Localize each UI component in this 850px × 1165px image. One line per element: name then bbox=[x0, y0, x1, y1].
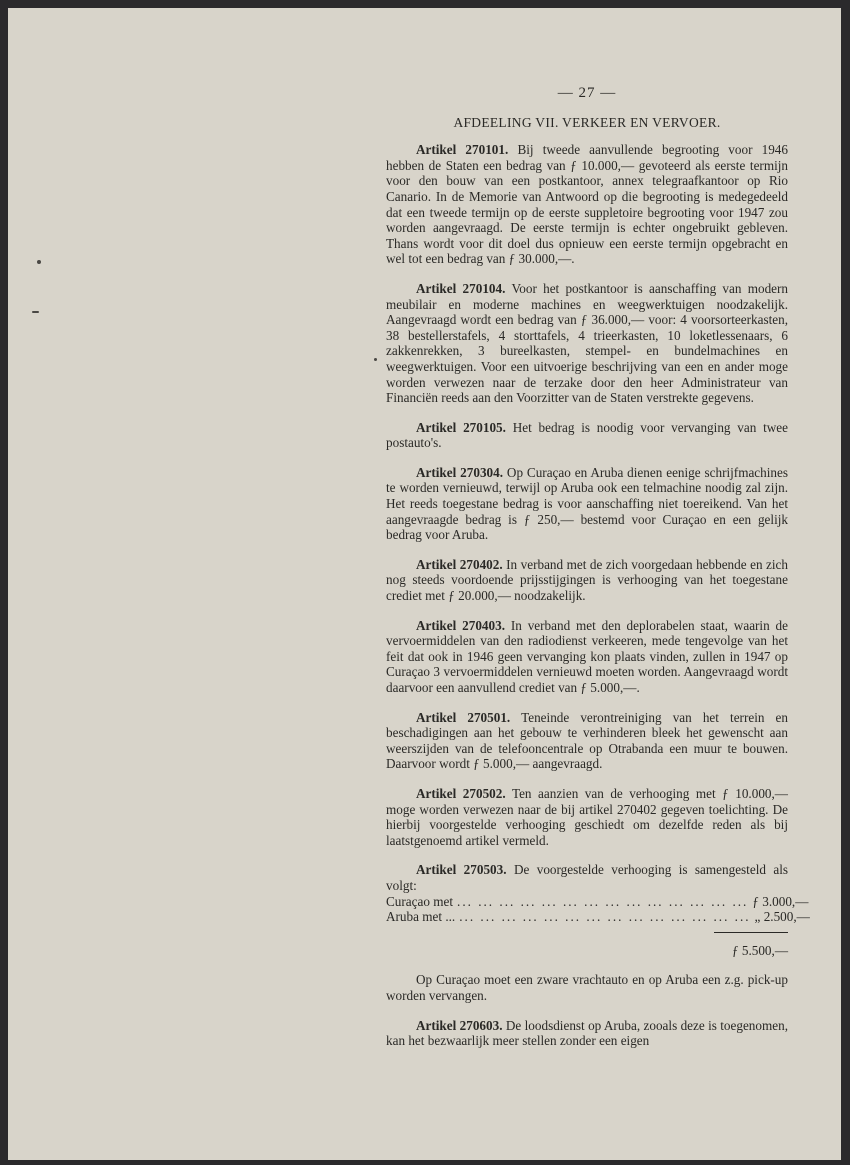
article-paragraph bbox=[386, 142, 788, 267]
closing-paragraph: Op Curaçao moet een zware vrachtauto en op Aruba een z.g. pick-up worden vervangen. bbox=[386, 972, 788, 1003]
speck bbox=[32, 311, 39, 313]
amount-label: Aruba met ... bbox=[386, 909, 456, 925]
document-body bbox=[386, 85, 810, 1063]
article-paragraph bbox=[386, 420, 788, 451]
article-paragraph bbox=[386, 557, 788, 604]
article-paragraph bbox=[386, 1018, 788, 1049]
article-paragraph bbox=[386, 862, 788, 893]
amount-row bbox=[386, 893, 809, 910]
article-paragraph bbox=[386, 281, 788, 406]
speck bbox=[374, 358, 377, 361]
article-label: Artikel 270402. bbox=[416, 556, 503, 572]
article-paragraph bbox=[386, 618, 788, 696]
article-text: De voorgestelde verhooging is samengesteld als volgt: bbox=[386, 862, 789, 893]
article-label: Artikel 270501. bbox=[416, 709, 511, 725]
article-text: Bij tweede aanvullende begrooting voor 1946 hebben de Staten een bedrag van ƒ 10.000,— gevoteerd als eerste termijn voor den bouw van een postkantoor, annex telegraafkantoor op Rio Canario. In de Memorie van Antwoord op die begrooting is medegedeeld dat een tweede termijn op de eerste suppletoire begrooting voor 1947 zou worden aangevraagd. De eerste termijn is echter ongebruikt gebleven. Thans wordt voor dit doel dus opnieuw een eerste termijn opgebracht en wel tot een bedrag van ƒ 30.000,—. bbox=[386, 142, 788, 267]
article-text: In verband met de zich voorgedaan hebbende en zich nog steeds voordoende prijsstijgingen is verhooging van het toegestane crediet met ƒ 20.000,— noodzakelijk. bbox=[386, 556, 789, 604]
leader-dots: ... ... ... ... ... ... ... ... ... ... ... ... ... ... bbox=[457, 893, 749, 909]
article-label: Artikel 270503. bbox=[416, 862, 507, 878]
article-paragraph bbox=[386, 786, 788, 848]
article-text: Het bedrag is noodig voor vervanging van twee postauto's. bbox=[386, 419, 789, 451]
amount-label: Curaçao met bbox=[386, 893, 454, 909]
article-label: Artikel 270105. bbox=[416, 419, 506, 435]
article-text: Ten aanzien van de verhooging met ƒ 10.000,— moge worden verwezen naar de bij artikel 270402 gegeven toelichting. De hierbij voorgestelde verhooging geschiedt om dezelfde reden als bij laatstgenoemd artikel vermeld. bbox=[386, 785, 788, 848]
amount-total-row bbox=[386, 932, 788, 959]
article-text: De loodsdienst op Aruba, zooals deze is toegenomen, kan het bezwaarlijk meer stellen zonder een eigen bbox=[386, 1017, 788, 1049]
article-label: Artikel 270603. bbox=[416, 1017, 503, 1033]
article-label: Artikel 270104. bbox=[416, 280, 506, 296]
article-label: Artikel 270101. bbox=[416, 142, 509, 158]
amount-value: „ 2.500,— bbox=[754, 909, 810, 925]
article-label: Artikel 270403. bbox=[416, 617, 505, 633]
amount-total: ƒ 5.500,— bbox=[714, 932, 788, 959]
article-label: Artikel 270502. bbox=[416, 785, 506, 801]
article-label: Artikel 270304. bbox=[416, 464, 504, 480]
article-text: Op Curaçao en Aruba dienen eenige schrijfmachines te worden vernieuwd, terwijl op Aruba ook een telmachine noodig zal zijn. Het reeds toegestane bedrag is voor aanschaffing niet toereikend. Van het aangevraagde bedrag is ƒ 250,— bestemd voor Curaçao en een gelijk bedrag voor Aruba. bbox=[386, 464, 788, 543]
article-text: In verband met den deplorabelen staat, waarin de vervoermiddelen van den radiodienst verkeeren, mede tengevolge van het feit dat ook in 1946 geen vervanging kon plaats vinden, zullen in 1947 op Curaçao 3 vervoermiddelen vernieuwd moeten worden. Aangevraagd wordt daarvoor een aanvullend crediet van ƒ 5.000,—. bbox=[386, 617, 788, 695]
leader-dots: ... ... ... ... ... ... ... ... ... ... ... ... ... ... bbox=[459, 909, 751, 925]
section-title: AFDEELING VII. VERKEER EN VERVOER. bbox=[453, 114, 721, 130]
amount-value: ƒ 3.000,— bbox=[752, 893, 809, 909]
speck bbox=[37, 260, 41, 264]
article-paragraph bbox=[386, 465, 788, 543]
document-page bbox=[8, 8, 841, 1160]
article-text: Teneinde verontreiniging van het terrein en beschadigingen aan het gebouw te verhinderen bleek het gewenscht aan weerszijden van de telefooncentrale op Otrabanda een muur te bouwen. Daarvoor wordt ƒ 5.000,— aangevraagd. bbox=[386, 709, 788, 772]
article-text: Voor het postkantoor is aanschaffing van modern meubilair en moderne machines en weegwerktuigen noodzakelijk. Aangevraagd wordt een bedrag van ƒ 36.000,— voor: 4 voorsorteerkasten, 38 bestellerstafels, 4 storttafels, 4 trieerkasten, 10 loketlessenaars, 6 zakkenrekken, 3 bureelkasten, stempel- en bundelmachines en weegwerktuigen. Voor een uitvoerige beschrijving van een en ander moge worden verwezen naar de terzake door den heer Administrateur van Financiën reeds aan den Voorzitter van de Staten verstrekte gegevens. bbox=[386, 280, 789, 406]
page-number: — 27 — bbox=[557, 85, 617, 101]
amount-row bbox=[386, 909, 810, 925]
article-paragraph bbox=[386, 710, 788, 772]
